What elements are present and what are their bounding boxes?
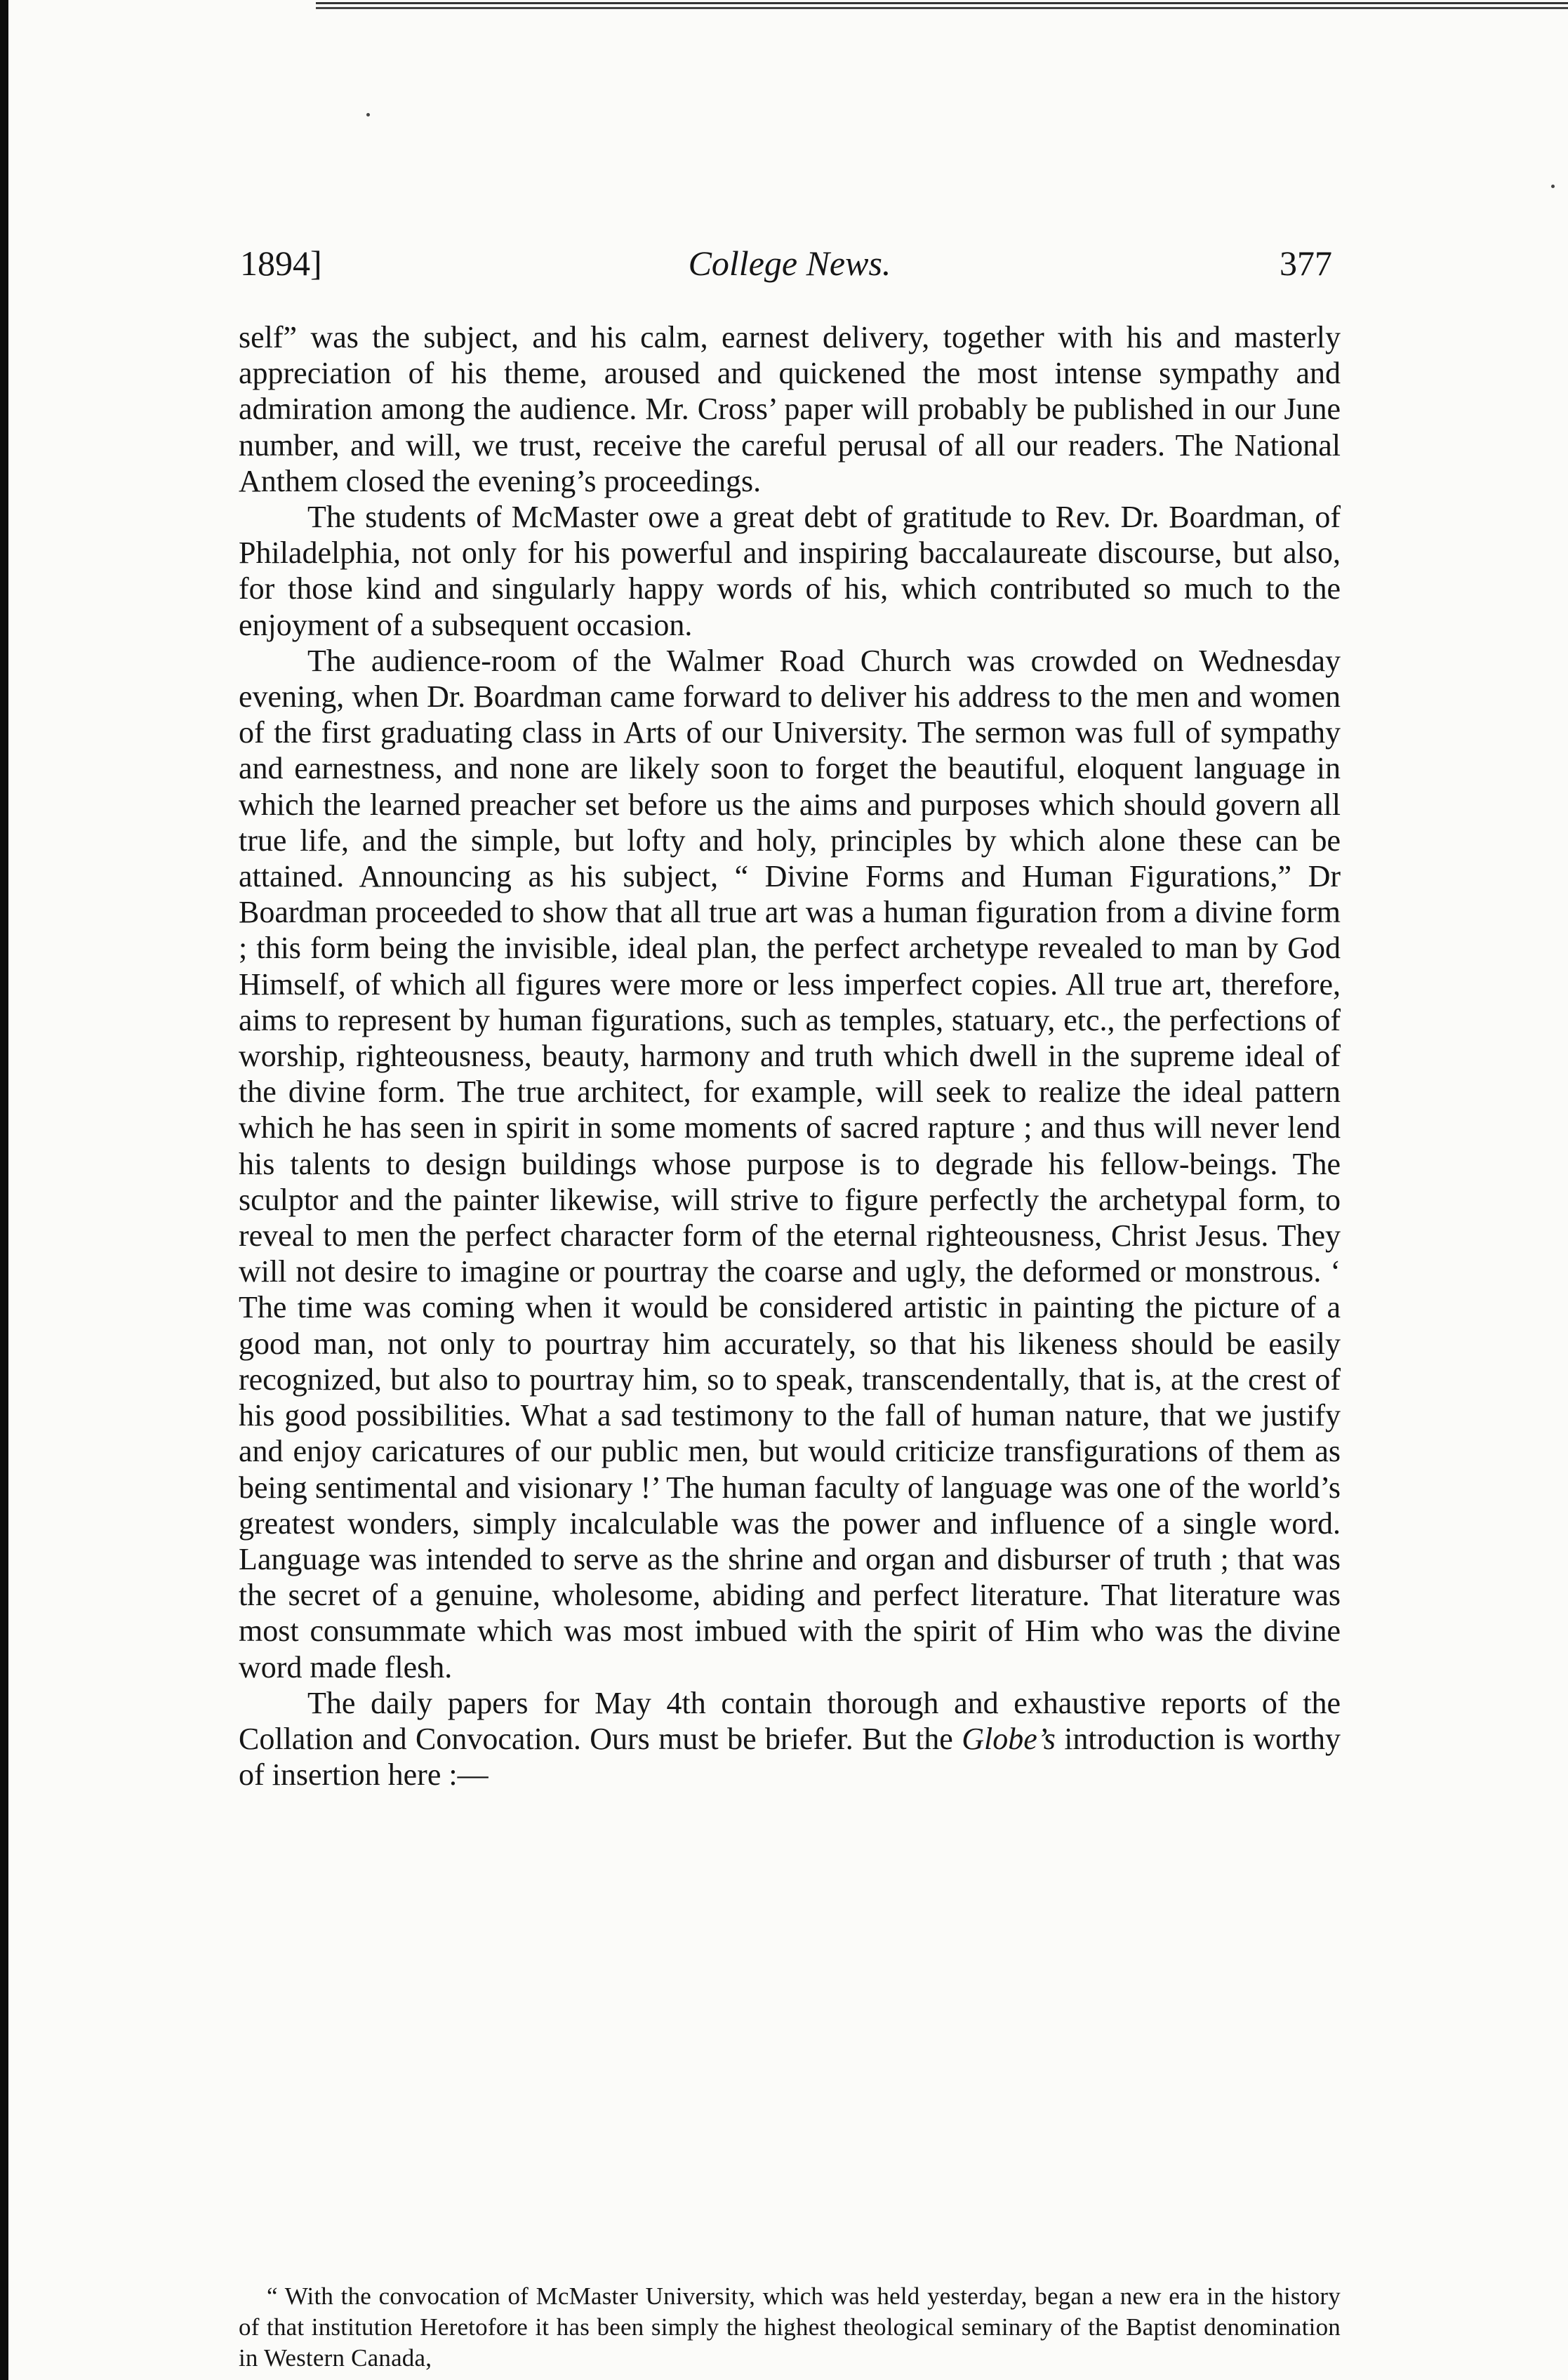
running-head-year: 1894] <box>240 244 322 283</box>
page-edge-shadow <box>0 0 8 2380</box>
paragraph-daily-papers <box>239 1685 1341 1793</box>
border-line-lower <box>316 7 1568 9</box>
page-number: 377 <box>1280 244 1332 283</box>
paragraph-continuation: self” was the subject, and his calm, earnest delivery, together with his and masterly appreciation of his theme, aroused and quickened the most intense sympathy and admiration among the audience. Mr. Cross’ paper will probably be published in our June number, and will, we trust, receive the careful perusal of all our readers. The National Anthem closed the evening’s proceedings. <box>239 320 1341 498</box>
print-speck <box>1551 185 1555 188</box>
border-line-upper <box>316 2 1568 4</box>
print-speck <box>366 113 370 117</box>
paragraph-baccalaureate-sermon: The audience-room of the Walmer Road Church was crowded on Wednesday evening, when Dr. Boardman came forward to deliver his address to the men and women of the first graduating class in Arts of our University. The sermon was full of sympathy and earnestness, and none are likely soon to forget the beautiful, eloquent language in which the learned preacher set before us the aims and purposes which should govern all true life, and the simple, but lofty and holy, principles by which alone these can be attained. Announcing as his subject, “ Divine Forms and Human Figurations,” Dr Boardman proceeded to show that all true art was a human figuration from a divine form ; this form being the invisible, ideal plan, the perfect archetype revealed to man by God Himself, of which all figures were more or less imperfect copies. All true art, therefore, aims to represent by human figurations, such as temples, statuary, etc., the perfections of worship, righteousness, beauty, harmony and truth which dwell in the supreme ideal of the divine form. The true architect, for example, will seek to realize the ideal pattern which he has seen in spirit in some moments of sacred rapture ; and thus will never lend his talents to design buildings whose purpose is to degrade his fellow-beings. The sculptor and the painter likewise, will strive to figure perfectly the archetypal form, to reveal to men the perfect character form of the eternal righteousness, Christ Jesus. They will not desire to imagine or pourtray the coarse and ugly, the deformed or monstrous. ‘ The time was coming when it would be considered artistic in painting the picture of a good man, not only to pourtray him accurately, so that his likeness should be easily recognized, but also to pourtray him, so to speak, transcendentally, that is, at the crest of his good possibilities. What a sad testimony to the fall of human nature, that we justify and enjoy caricatures of our public men, but would criticize transfigurations of them as being sentimental and visionary !’ The human faculty of language was one of the world’s greatest wonders, simply incalculable was the power and influence of a single word. Language was intended to serve as the shrine and organ and disburser of truth ; that was the secret of a genuine, wholesome, abiding and perfect literature. That literature was most consummate which was most imbued with the spirit of Him who was the divine word made flesh. <box>239 643 1341 1684</box>
article-body <box>239 319 1341 1793</box>
quotation-text: “ With the convocation of McMaster University, which was held yesterday, began a new era in the history of that institution Heretofore it has been simply the highest theological seminary of the Baptist denomination in Western Canada, <box>239 2282 1341 2372</box>
globe-quotation <box>239 2281 1341 2374</box>
top-border-rule <box>0 0 1568 11</box>
paragraph-daily-papers-text: The daily papers for May 4th contain thorough and exhaustive reports of the Collation and Convocation. Ours must be briefer. But the <box>239 1685 1341 1756</box>
globe-italic: Globe’s <box>962 1721 1056 1756</box>
paragraph-boardman-gratitude: The students of McMaster owe a great debt of gratitude to Rev. Dr. Boardman, of Philadelphia, not only for his powerful and inspiring baccalaureate discourse, but also, for those kind and singularly happy words of his, which contributed so much to the enjoyment of a subsequent occasion. <box>239 500 1341 642</box>
running-head <box>239 242 1341 284</box>
paragraph-daily-papers-end: introduction is worthy of insertion here :— <box>239 1721 1341 1793</box>
running-head-title: College News. <box>688 244 891 283</box>
